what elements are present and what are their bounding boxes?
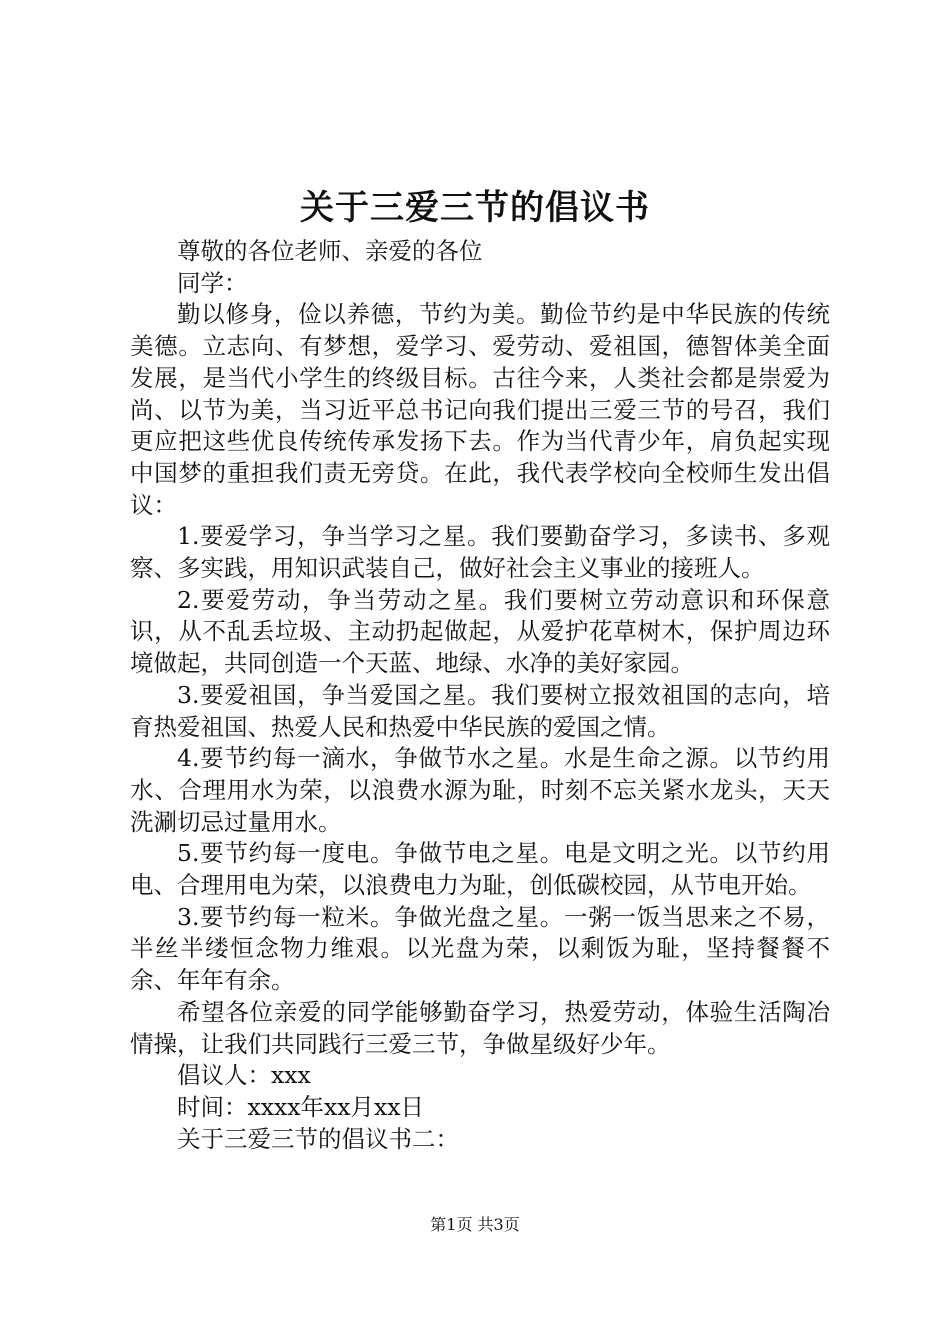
date-line: 时间：xxxx年xx月xx日 [177,1092,425,1121]
proposal-item-3: 3.要爱祖国，争当爱国之星。我们要树立报效祖国的志向，培育热爱祖国、热爱人民和热爱中华民族的爱国之情。 [130,680,830,741]
proposal-item-6: 3.要节约每一粒米。争做光盘之星。一粥一饭当思来之不易，半丝半缕恒念物力维艰。以光盘为荣，以剩饭为耻，坚持餐餐不余、年年有余。 [130,902,830,995]
proposal-item-2: 2.要爱劳动，争当劳动之星。我们要树立劳动意识和环保意识，从不乱丢垃圾、主动扔起做起，从爱护花草树木，保护周边环境做起，共同创造一个天蓝、地绿、水净的美好家园。 [130,585,830,678]
closing-paragraph: 希望各位亲爱的同学能够勤奋学习，热爱劳动，体验生活陶冶情操，让我们共同践行三爱三节，争做星级好少年。 [130,997,830,1058]
proposer-line: 倡议人：xxx [177,1061,311,1090]
second-document-heading: 关于三爱三节的倡议书二： [177,1124,459,1153]
proposal-item-5: 5.要节约每一度电。争做节电之星。电是文明之光。以节约用电、合理用电为荣，以浪费电力为耻，创低碳校园，从节电开始。 [130,839,830,900]
page-number-footer: 第1页 共3页 [430,1215,520,1234]
proposal-item-4: 4.要节约每一滴水，争做节水之星。水是生命之源。以节约用水、合理用水为荣，以浪费水源为耻，时刻不忘关紧水龙头，天天洗涮切忌过量用水。 [130,744,830,836]
salutation-line-1: 尊敬的各位老师、亲爱的各位 [177,237,483,265]
intro-paragraph: 勤以修身，俭以养德，节约为美。勤俭节约是中华民族的传统美德。立志向、有梦想，爱学习、爱劳动、爱祖国，德智体美全面发展，是当代小学生的终级目标。古往今来，人类社会都是崇爱为尚、以节为美，当习近平总书记向我们提出三爱三节的号召，我们更应把这些优良传统传承发扬下去。作为当代青少年，肩负起实现中国梦的重担我们责无旁贷。在此，我代表学校向全校师生发出倡议： [130,300,830,519]
salutation-line-2: 同学： [177,268,248,297]
proposal-item-1: 1.要爱学习，争当学习之星。我们要勤奋学习，多读书、多观察、多实践，用知识武装自己，做好社会主义事业的接班人。 [130,522,830,583]
document-body [130,236,830,1155]
document-title: 关于三爱三节的倡议书 [300,188,650,228]
